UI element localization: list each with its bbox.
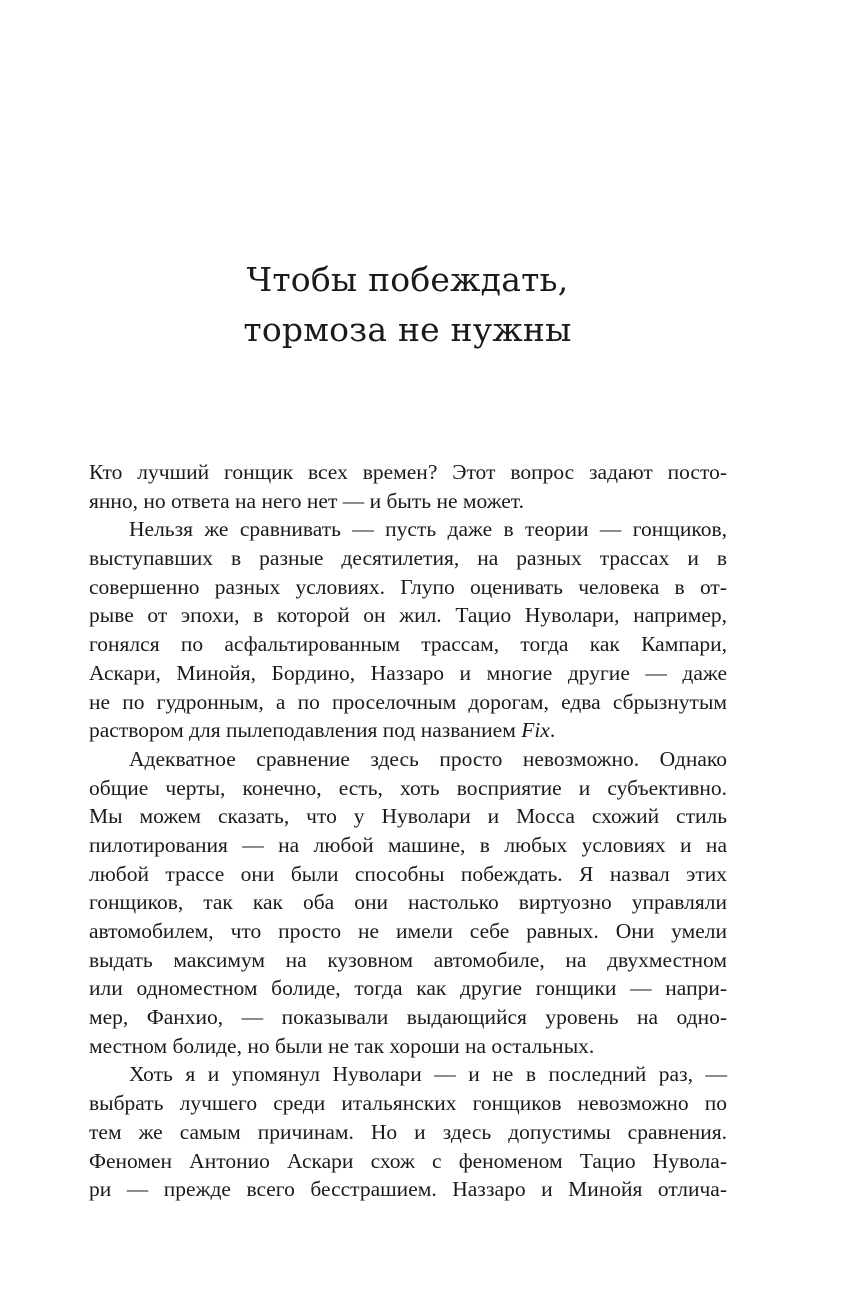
text-fragment: . (549, 718, 556, 743)
italic-term: Fix (521, 718, 550, 743)
text-line: мер, Фанхио, — показывали выдающийся уровень на одно- (89, 1005, 727, 1030)
text-line: Феномен Антонио Аскари схож с феноменом Тацио Нувола- (89, 1148, 727, 1173)
text-line: Мы можем сказать, что у Нуволари и Мосса схожий стиль (89, 804, 727, 829)
chapter-title (0, 255, 815, 355)
text-line: Адекватное сравнение здесь просто невозможно. Однако (129, 746, 727, 771)
text-line: янно, но ответа на него нет — и быть не может. (89, 488, 524, 513)
text-line (89, 716, 727, 745)
text-line: выбрать лучшего среди итальянских гонщиков невозможно по (89, 1091, 727, 1116)
text-line: Нельзя же сравнивать — пусть даже в теории — гонщиков, (129, 517, 727, 542)
text-line: тем же самым причинам. Но и здесь допустимы сравнения. (89, 1119, 727, 1144)
text-line: выдать максимум на кузовном автомобиле, на двухместном (89, 947, 727, 972)
text-line: выступавших в разные десятилетия, на разных трассах и в (89, 546, 727, 571)
text-line: любой трассе они были способны побеждать. Я назвал этих (89, 861, 727, 886)
text-line: Хоть я и упомянул Нуволари — и не в последний раз, — (129, 1062, 727, 1087)
text-line: или одноместном болиде, тогда как другие гонщики — напри- (89, 976, 727, 1001)
chapter-title-line: тормоза не нужны (243, 310, 572, 349)
text-line: местном болиде, но были не так хороши на остальных. (89, 1033, 595, 1058)
body-text (89, 458, 727, 1204)
text-line: не по гудронным, а по проселочным дорогам, едва сбрызнутым (89, 689, 727, 714)
text-line: Аскари, Минойя, Бордино, Наззаро и многие другие — даже (89, 660, 727, 685)
text-line: пилотирования — на любой машине, в любых условиях и на (89, 832, 727, 857)
text-line: общие черты, конечно, есть, хоть восприятие и субъективно. (89, 775, 727, 800)
text-line: автомобилем, что просто не имели себе равных. Они умели (89, 919, 727, 943)
text-line: гонщиков, так как оба они настолько виртуозно управляли (89, 890, 727, 915)
text-fragment: раствором для пылеподавления под названием (89, 718, 522, 743)
text-line: Кто лучший гонщик всех времен? Этот вопрос задают посто- (89, 460, 727, 484)
text-line: совершенно разных условиях. Глупо оценивать человека в от- (89, 574, 727, 599)
text-line: гонялся по асфальтированным трассам, тогда как Кампари, (89, 632, 727, 657)
chapter-title-line: Чтобы побеждать, (246, 260, 569, 299)
text-line: рыве от эпохи, в которой он жил. Тацио Нуволари, например, (89, 603, 727, 628)
text-line: ри — прежде всего бесстрашием. Наззаро и Минойя отлича- (89, 1177, 727, 1202)
